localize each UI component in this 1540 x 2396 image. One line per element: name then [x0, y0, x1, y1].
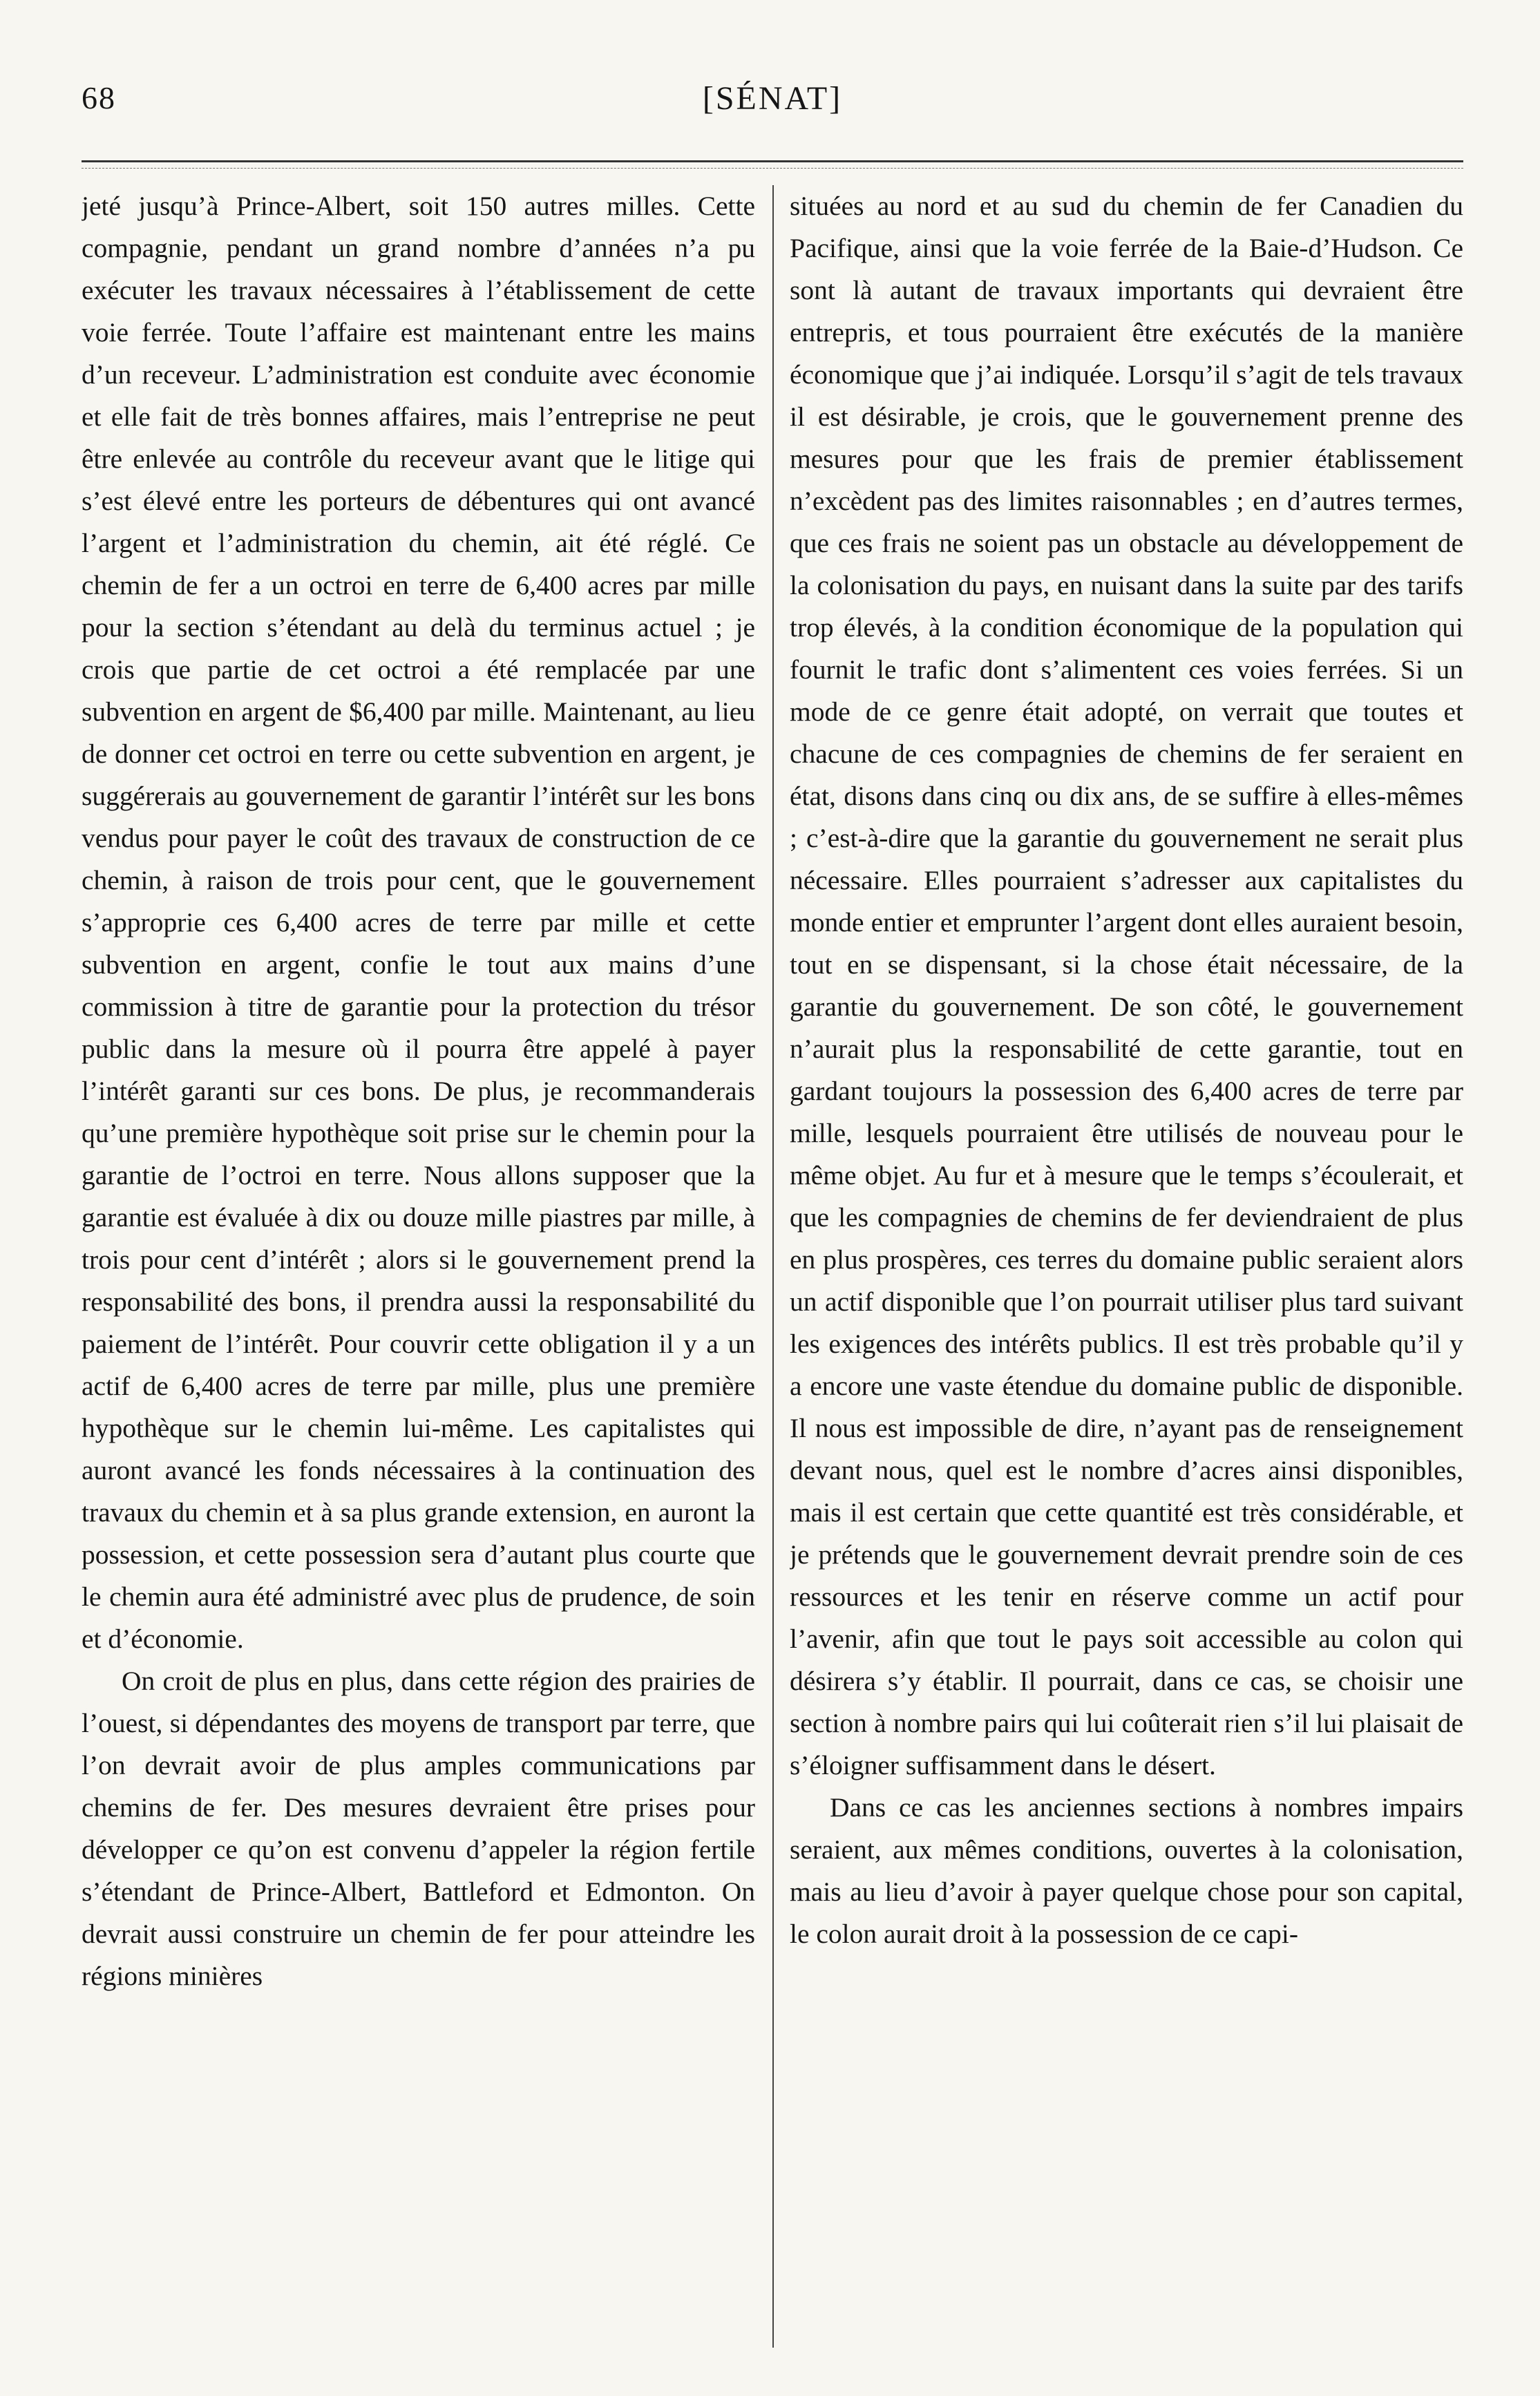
page-number: 68: [82, 80, 116, 115]
header-rule-secondary: [82, 168, 1463, 169]
text-columns: [82, 185, 1463, 2348]
column-divider: [772, 185, 774, 2348]
left-column: [82, 185, 755, 2348]
running-head: [SÉNAT]: [702, 80, 843, 117]
right-paragraph-1: situées au nord et au sud du chemin de fer Canadien du Pacifique, ainsi que la voie ferrée de la Baie-d’Hudson. Ce sont là autant de travaux importants qui devraient être entrepris, et tous pourraient être exécutés de la manière économique que j’ai indiquée. Lorsqu’il s’agit de tels travaux il est désirable, je crois, que le gouvernement prenne des mesures pour que les frais de premier établissement n’excèdent pas des limites raisonnables ; en d’autres termes, que ces frais ne soient pas un obstacle au développement de la colonisation du pays, en nuisant dans la suite par des tarifs trop élevés, à la condition économique de la population qui fournit le trafic dont s’alimentent ces voies ferrées. Si un mode de ce genre était adopté, on verrait que toutes et chacune de ces compagnies de chemins de fer seraient en état, disons dans cinq ou dix ans, de se suffire à elles-mêmes ; c’est-à-dire que la garantie du gouvernement ne serait plus nécessaire. Elles pourraient s’adresser aux capitalistes du monde entier et emprunter l’argent dont elles auraient besoin, tout en se dispensant, si la chose était nécessaire, de la garantie du gouvernement. De son côté, le gouvernement n’aurait plus la responsabilité de cette garantie, tout en gardant toujours la possession des 6,400 acres de terre par mille, lesquels pourraient être utilisés de nouveau pour le même objet. Au fur et à mesure que le temps s’écoulerait, et que les compagnies de chemins de fer deviendraient de plus en plus prospères, ces terres du domaine public seraient alors un actif disponible que l’on pourrait utiliser plus tard suivant les exigences des intérêts publics. Il est très probable qu’il y a encore une vaste étendue du domaine public de disponible. Il nous est impossible de dire, n’ayant pas de renseignement devant nous, quel est le nombre d’acres ainsi disponibles, mais il est certain que cette quantité est très considérable, et je prétends que le gouvernement devrait prendre soin de ces ressources et les tenir en réserve comme un actif pour l’avenir, afin que tout le pays soit accessible au colon qui désirera s’y établir. Il pourrait, dans ce cas, se choisir une section à nombre pairs qui lui coûterait rien s’il lui plaisait de s’éloigner suffisamment dans le désert.: [790, 191, 1463, 1780]
header-rule: [82, 160, 1463, 162]
right-paragraph-2: Dans ce cas les anciennes sections à nombres impairs seraient, aux mêmes conditions, ouvertes à la colonisation, mais au lieu d’avoir à payer quelque chose pour son capital, le colon aurait droit à la possession de ce capi-: [790, 1792, 1463, 1949]
left-paragraph-2: On croit de plus en plus, dans cette région des prairies de l’ouest, si dépendantes des moyens de transport par terre, que l’on devrait avoir de plus amples communications par chemins de fer. Des mesures devraient être prises pour développer ce qu’on est convenu d’appeler la région fertile s’étendant de Prince-Albert, Battleford et Edmonton. On devrait aussi construire un chemin de fer pour atteindre les régions minières: [82, 1666, 755, 1991]
left-paragraph-1: jeté jusqu’à Prince-Albert, soit 150 autres milles. Cette compagnie, pendant un grand nombre d’années n’a pu exécuter les travaux nécessaires à l’établissement de cette voie ferrée. Toute l’affaire est maintenant entre les mains d’un receveur. L’administration est conduite avec économie et elle fait de très bonnes affaires, mais l’entreprise ne peut être enlevée au contrôle du receveur avant que le litige qui s’est élevé entre les porteurs de débentures qui ont avancé l’argent et l’administration du chemin, ait été réglé. Ce chemin de fer a un octroi en terre de 6,400 acres par mille pour la section s’étendant au delà du terminus actuel ; je crois que partie de cet octroi a été remplacée par une subvention en argent de $6,400 par mille. Maintenant, au lieu de donner cet octroi en terre ou cette subvention en argent, je suggérerais au gouvernement de garantir l’intérêt sur les bons vendus pour payer le coût des travaux de construction de ce chemin, à raison de trois pour cent, que le gouvernement s’approprie ces 6,400 acres de terre par mille et cette subvention en argent, confie le tout aux mains d’une commission à titre de garantie pour la protection du trésor public dans la mesure où il pourra être appelé à payer l’intérêt garanti sur ces bons. De plus, je recommanderais qu’une première hypothèque soit prise sur le chemin pour la garantie de l’octroi en terre. Nous allons supposer que la garantie est évaluée à dix ou douze mille piastres par mille, à trois pour cent d’intérêt ; alors si le gouvernement prend la responsabilité des bons, il prendra aussi la responsabilité du paiement de l’intérêt. Pour couvrir cette obligation il y a un actif de 6,400 acres de terre par mille, plus une première hypothèque sur le chemin lui-même. Les capitalistes qui auront avancé les fonds nécessaires à la continuation des travaux du chemin et à sa plus grande extension, en auront la possession, et cette possession sera d’autant plus courte que le chemin aura été administré avec plus de prudence, de soin et d’économie.: [82, 191, 755, 1654]
right-column: [790, 185, 1463, 2348]
page-header: [82, 79, 1463, 135]
